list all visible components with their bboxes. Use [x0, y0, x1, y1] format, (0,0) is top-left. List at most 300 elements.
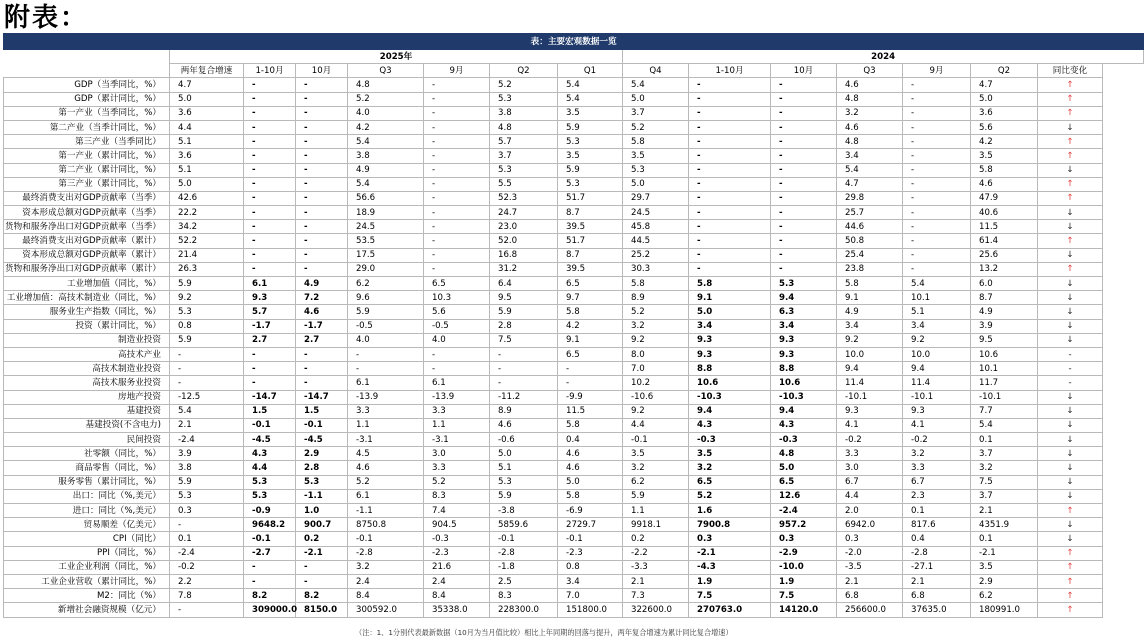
- table-cell: 10.0: [837, 347, 903, 361]
- table-cell: -2.2: [623, 546, 689, 560]
- table-cell: 6.0: [971, 277, 1038, 291]
- table-cell: 3.6: [971, 106, 1038, 120]
- down-arrow-icon: ↓: [1038, 206, 1103, 220]
- down-arrow-icon: ↓: [1038, 475, 1103, 489]
- table-cell: -: [296, 206, 348, 220]
- table-cell: -: [424, 163, 490, 177]
- table-cell: 9.4: [771, 404, 837, 418]
- table-cell: 9.1: [689, 291, 771, 305]
- table-cell: 5.4: [837, 163, 903, 177]
- table-row: [4, 262, 1144, 276]
- table-cell: -2.1: [689, 546, 771, 560]
- column-header: 1-10月: [244, 64, 296, 78]
- table-cell: -3.5: [837, 560, 903, 574]
- table-row: [4, 418, 1144, 432]
- table-cell: -3.8: [490, 504, 558, 518]
- down-arrow-icon: ↓: [1038, 333, 1103, 347]
- table-cell: -: [296, 163, 348, 177]
- table-cell: 2729.7: [558, 518, 623, 532]
- table-cell: -: [771, 106, 837, 120]
- table-cell: 2.2: [170, 574, 244, 588]
- table-cell: -: [689, 120, 771, 134]
- row-label: CPI（同比）: [4, 532, 170, 546]
- table-cell: -2.8: [490, 546, 558, 560]
- table-cell: -: [903, 92, 971, 106]
- table-cell: -: [689, 106, 771, 120]
- table-row: [4, 433, 1144, 447]
- table-cell: -2.8: [348, 546, 424, 560]
- table-cell: 5.4: [348, 135, 424, 149]
- table-row: [4, 333, 1144, 347]
- table-cell: 6.2: [623, 475, 689, 489]
- table-cell: 8.9: [490, 404, 558, 418]
- table-cell: -2.0: [837, 546, 903, 560]
- macro-data-table: [3, 33, 1144, 618]
- table-row: [4, 475, 1144, 489]
- table-cell: 4351.9: [971, 518, 1038, 532]
- table-cell: -14.7: [244, 390, 296, 404]
- table-cell: 4.6: [558, 447, 623, 461]
- table-cell: 7.0: [623, 362, 689, 376]
- table-cell: 322600.0: [623, 603, 689, 617]
- table-cell: 30.3: [623, 262, 689, 276]
- row-label: 贸易顺差（亿美元）: [4, 518, 170, 532]
- table-cell: 5.3: [244, 475, 296, 489]
- row-label: 第三产业（累计同比，%）: [4, 177, 170, 191]
- table-cell: -0.6: [490, 433, 558, 447]
- down-arrow-icon: ↓: [1038, 319, 1103, 333]
- table-cell: 3.7: [623, 106, 689, 120]
- table-cell: -: [689, 92, 771, 106]
- table-cell: 8.7: [971, 291, 1038, 305]
- table-cell: 25.4: [837, 248, 903, 262]
- up-arrow-icon: ↑: [1038, 574, 1103, 588]
- table-cell: -10.0: [771, 560, 837, 574]
- table-cell: 5.8: [837, 277, 903, 291]
- up-arrow-icon: ↑: [1038, 135, 1103, 149]
- up-arrow-icon: ↑: [1038, 78, 1103, 92]
- row-label: 新增社会融资规模（亿元）: [4, 603, 170, 617]
- table-cell: 7.5: [771, 589, 837, 603]
- table-cell: 25.7: [837, 206, 903, 220]
- table-cell: -10.3: [771, 390, 837, 404]
- table-cell: -: [689, 191, 771, 205]
- table-cell: 5.2: [689, 489, 771, 503]
- table-cell: 5.8: [689, 277, 771, 291]
- table-cell: -: [244, 135, 296, 149]
- table-cell: -: [490, 362, 558, 376]
- table-cell: -0.5: [348, 319, 424, 333]
- table-cell: -13.9: [348, 390, 424, 404]
- table-row: [4, 560, 1144, 574]
- table-cell: -: [296, 262, 348, 276]
- table-cell: 50.8: [837, 234, 903, 248]
- down-arrow-icon: ↓: [1038, 418, 1103, 432]
- row-label: 第三产业（当季同比）: [4, 135, 170, 149]
- table-cell: 6.5: [689, 475, 771, 489]
- table-cell: -: [424, 177, 490, 191]
- table-cell: -: [244, 560, 296, 574]
- table-cell: 2.8: [296, 461, 348, 475]
- table-cell: 31.2: [490, 262, 558, 276]
- table-cell: -4.5: [244, 433, 296, 447]
- table-cell: -: [244, 149, 296, 163]
- table-cell: -: [296, 177, 348, 191]
- table-cell: 8.3: [424, 489, 490, 503]
- table-cell: 5.0: [771, 461, 837, 475]
- table-cell: -1.8: [490, 560, 558, 574]
- table-cell: 10.6: [971, 347, 1038, 361]
- table-cell: 3.3: [837, 447, 903, 461]
- table-cell: 5.3: [490, 163, 558, 177]
- table-cell: -1.1: [348, 504, 424, 518]
- table-cell: 9648.2: [244, 518, 296, 532]
- table-cell: -: [244, 177, 296, 191]
- table-cell: 44.6: [837, 220, 903, 234]
- table-cell: 9918.1: [623, 518, 689, 532]
- table-cell: 10.1: [903, 291, 971, 305]
- table-cell: 1.0: [296, 504, 348, 518]
- table-cell: 11.4: [903, 376, 971, 390]
- table-cell: -3.1: [424, 433, 490, 447]
- table-cell: 7.5: [490, 333, 558, 347]
- table-cell: -: [771, 149, 837, 163]
- table-cell: -: [771, 206, 837, 220]
- table-cell: 1.5: [296, 404, 348, 418]
- table-cell: 25.6: [971, 248, 1038, 262]
- table-cell: 4.9: [837, 305, 903, 319]
- row-label: 第一产业（当季同比，%）: [4, 106, 170, 120]
- table-cell: 61.4: [971, 234, 1038, 248]
- table-cell: 9.1: [837, 291, 903, 305]
- table-cell: 5.9: [558, 120, 623, 134]
- table-cell: -0.1: [296, 418, 348, 432]
- table-cell: 5.3: [170, 305, 244, 319]
- table-cell: 10.6: [771, 376, 837, 390]
- table-cell: -: [558, 362, 623, 376]
- table-row: [4, 220, 1144, 234]
- table-cell: -11.2: [490, 390, 558, 404]
- table-cell: 4.6: [348, 461, 424, 475]
- row-label: 进口：同比（%,美元）: [4, 504, 170, 518]
- table-cell: -: [424, 191, 490, 205]
- table-cell: 11.5: [971, 220, 1038, 234]
- table-cell: 8.9: [623, 291, 689, 305]
- table-cell: 24.7: [490, 206, 558, 220]
- table-cell: 10.3: [424, 291, 490, 305]
- table-row: [4, 489, 1144, 503]
- table-cell: -: [424, 234, 490, 248]
- table-cell: 5.2: [623, 120, 689, 134]
- table-cell: -: [296, 248, 348, 262]
- table-cell: -0.2: [837, 433, 903, 447]
- table-cell: 5.3: [623, 163, 689, 177]
- table-cell: -: [424, 362, 490, 376]
- table-cell: 3.2: [689, 461, 771, 475]
- row-label: 资本形成总额对GDP贡献率（当季）: [4, 206, 170, 220]
- table-cell: 0.4: [903, 532, 971, 546]
- table-cell: -: [244, 347, 296, 361]
- table-cell: -: [771, 120, 837, 134]
- table-cell: 8.7: [558, 248, 623, 262]
- table-cell: -: [903, 149, 971, 163]
- table-cell: 2.9: [971, 574, 1038, 588]
- table-cell: 0.2: [623, 532, 689, 546]
- table-cell: -0.1: [244, 418, 296, 432]
- table-cell: 0.1: [971, 433, 1038, 447]
- table-cell: 51.7: [558, 234, 623, 248]
- table-cell: -: [296, 220, 348, 234]
- table-cell: 5.0: [558, 475, 623, 489]
- table-cell: -: [903, 234, 971, 248]
- table-cell: 1.9: [771, 574, 837, 588]
- table-cell: 3.4: [558, 574, 623, 588]
- table-cell: 6.2: [971, 589, 1038, 603]
- table-cell: 5.2: [490, 78, 558, 92]
- table-cell: 4.8: [837, 135, 903, 149]
- table-cell: 4.9: [971, 305, 1038, 319]
- table-cell: 5.9: [348, 305, 424, 319]
- table-cell: 7.3: [623, 589, 689, 603]
- row-label: 工业企业利润（同比，%）: [4, 560, 170, 574]
- table-cell: -: [296, 120, 348, 134]
- table-cell: -: [244, 106, 296, 120]
- table-cell: 5.4: [170, 404, 244, 418]
- table-cell: -: [424, 206, 490, 220]
- table-cell: -: [771, 177, 837, 191]
- column-header: 同比变化: [1038, 64, 1103, 78]
- table-cell: 14120.0: [771, 603, 837, 617]
- table-cell: 2.1: [623, 574, 689, 588]
- table-cell: 4.4: [837, 489, 903, 503]
- table-cell: -: [244, 120, 296, 134]
- table-cell: -0.9: [244, 504, 296, 518]
- table-cell: 9.3: [903, 404, 971, 418]
- table-cell: -: [244, 191, 296, 205]
- table-cell: 26.3: [170, 262, 244, 276]
- table-row: [4, 291, 1144, 305]
- table-cell: -: [424, 248, 490, 262]
- table-cell: 3.2: [623, 319, 689, 333]
- table-cell: 5.9: [170, 333, 244, 347]
- down-arrow-icon: ↓: [1038, 248, 1103, 262]
- up-arrow-icon: ↑: [1038, 262, 1103, 276]
- table-row: [4, 546, 1144, 560]
- table-cell: 0.2: [296, 532, 348, 546]
- table-cell: 5.8: [971, 163, 1038, 177]
- table-cell: -2.8: [903, 546, 971, 560]
- down-arrow-icon: ↓: [1038, 489, 1103, 503]
- table-cell: -: [244, 163, 296, 177]
- table-row: [4, 461, 1144, 475]
- column-header: 9月: [903, 64, 971, 78]
- table-cell: -: [903, 135, 971, 149]
- table-cell: -4.3: [689, 560, 771, 574]
- table-cell: -: [771, 191, 837, 205]
- table-cell: 5.4: [558, 78, 623, 92]
- table-cell: 7.2: [296, 291, 348, 305]
- row-label: 高技术制造业投资: [4, 362, 170, 376]
- table-cell: -: [296, 376, 348, 390]
- table-cell: -: [348, 362, 424, 376]
- table-cell: 7.5: [971, 475, 1038, 489]
- table-cell: 8.8: [689, 362, 771, 376]
- table-cell: -2.9: [771, 546, 837, 560]
- table-cell: 7.4: [424, 504, 490, 518]
- table-cell: 5.3: [490, 475, 558, 489]
- table-cell: 2.7: [296, 333, 348, 347]
- table-cell: 10.2: [623, 376, 689, 390]
- table-cell: 23.8: [837, 262, 903, 276]
- table-cell: 6.1: [348, 489, 424, 503]
- table-cell: 4.7: [971, 78, 1038, 92]
- table-row: [4, 78, 1144, 92]
- table-cell: 5.2: [623, 305, 689, 319]
- table-cell: 4.3: [244, 447, 296, 461]
- table-cell: 6.2: [348, 277, 424, 291]
- table-cell: 8.4: [348, 589, 424, 603]
- table-cell: -: [170, 376, 244, 390]
- table-cell: 4.6: [971, 177, 1038, 191]
- table-cell: -: [424, 78, 490, 92]
- table-row: [4, 206, 1144, 220]
- row-label: 基建投资(不含电力): [4, 418, 170, 432]
- table-cell: 3.7: [971, 447, 1038, 461]
- table-cell: -0.1: [490, 532, 558, 546]
- table-cell: 3.5: [623, 447, 689, 461]
- down-arrow-icon: ↓: [1038, 120, 1103, 134]
- table-cell: -2.3: [558, 546, 623, 560]
- down-arrow-icon: ↓: [1038, 390, 1103, 404]
- table-cell: 0.1: [903, 504, 971, 518]
- row-label: GDP（累计同比，%）: [4, 92, 170, 106]
- table-cell: 4.9: [296, 277, 348, 291]
- table-cell: -: [296, 191, 348, 205]
- table-cell: 4.9: [348, 163, 424, 177]
- table-cell: -: [689, 220, 771, 234]
- table-cell: 2.8: [490, 319, 558, 333]
- table-cell: 3.5: [689, 447, 771, 461]
- table-cell: -: [424, 149, 490, 163]
- table-cell: -2.4: [771, 504, 837, 518]
- table-cell: 9.2: [623, 404, 689, 418]
- table-cell: 53.5: [348, 234, 424, 248]
- table-cell: -: [490, 347, 558, 361]
- table-cell: -: [903, 163, 971, 177]
- table-cell: -: [424, 120, 490, 134]
- table-cell: 4.2: [558, 319, 623, 333]
- table-cell: 9.4: [903, 362, 971, 376]
- table-cell: 957.2: [771, 518, 837, 532]
- table-cell: 17.5: [348, 248, 424, 262]
- up-arrow-icon: ↑: [1038, 92, 1103, 106]
- table-cell: -: [689, 177, 771, 191]
- table-cell: 5.0: [689, 305, 771, 319]
- column-header: Q3: [837, 64, 903, 78]
- table-cell: 13.2: [971, 262, 1038, 276]
- table-cell: 18.9: [348, 206, 424, 220]
- table-cell: 5.8: [558, 305, 623, 319]
- table-cell: 11.7: [971, 376, 1038, 390]
- table-cell: 4.0: [424, 333, 490, 347]
- table-cell: 6.5: [558, 347, 623, 361]
- column-header: 9月: [424, 64, 490, 78]
- row-label: 工业增加值：高技术制造业（同比，%）: [4, 291, 170, 305]
- table-cell: 5.8: [623, 135, 689, 149]
- column-header: 两年复合增速: [170, 64, 244, 78]
- table-cell: -: [903, 78, 971, 92]
- table-cell: 10.1: [971, 362, 1038, 376]
- table-cell: -9.9: [558, 390, 623, 404]
- table-cell: 10.0: [903, 347, 971, 361]
- table-cell: 4.1: [837, 418, 903, 432]
- row-label: 最终消费支出对GDP贡献率（当季）: [4, 191, 170, 205]
- table-cell: -: [296, 149, 348, 163]
- table-cell: 52.3: [490, 191, 558, 205]
- table-cell: -: [244, 78, 296, 92]
- table-cell: 8.0: [623, 347, 689, 361]
- table-cell: -: [244, 376, 296, 390]
- table-cell: 2.3: [903, 489, 971, 503]
- table-row: [4, 106, 1144, 120]
- table-cell: 5.0: [170, 92, 244, 106]
- table-cell: 4.6: [558, 461, 623, 475]
- table-cell: 0.8: [558, 560, 623, 574]
- table-cell: 4.6: [490, 418, 558, 432]
- table-cell: -: [244, 92, 296, 106]
- table-cell: 0.3: [837, 532, 903, 546]
- table-cell: 2.1: [837, 574, 903, 588]
- row-label: 资本形成总额对GDP贡献率（累计）: [4, 248, 170, 262]
- table-cell: -0.1: [348, 532, 424, 546]
- table-cell: 5.1: [170, 135, 244, 149]
- table-cell: 35338.0: [424, 603, 490, 617]
- table-cell: 5.2: [348, 92, 424, 106]
- table-cell: -: [903, 106, 971, 120]
- table-cell: 8150.0: [296, 603, 348, 617]
- table-cell: 2.1: [971, 504, 1038, 518]
- table-cell: 5.0: [623, 177, 689, 191]
- table-cell: -1.7: [244, 319, 296, 333]
- row-label: 民间投资: [4, 433, 170, 447]
- year-2024-header: 2024: [623, 50, 1144, 64]
- table-cell: 2.7: [244, 333, 296, 347]
- table-cell: -: [424, 262, 490, 276]
- table-cell: 4.8: [837, 92, 903, 106]
- table-cell: 24.5: [623, 206, 689, 220]
- table-cell: 9.1: [558, 333, 623, 347]
- table-cell: -: [244, 362, 296, 376]
- table-cell: 5.9: [623, 489, 689, 503]
- table-cell: 5.8: [558, 418, 623, 432]
- down-arrow-icon: ↓: [1038, 447, 1103, 461]
- table-cell: -: [170, 518, 244, 532]
- down-arrow-icon: ↓: [1038, 291, 1103, 305]
- column-header: Q2: [971, 64, 1038, 78]
- table-cell: 42.6: [170, 191, 244, 205]
- table-cell: 6.7: [837, 475, 903, 489]
- table-row: [4, 163, 1144, 177]
- table-cell: 9.5: [971, 333, 1038, 347]
- table-cell: -6.9: [558, 504, 623, 518]
- table-cell: -0.1: [558, 532, 623, 546]
- table-cell: 1.1: [348, 418, 424, 432]
- table-cell: -: [424, 135, 490, 149]
- column-header: Q1: [558, 64, 623, 78]
- row-label: M2：同比（%）: [4, 589, 170, 603]
- table-cell: -: [348, 347, 424, 361]
- table-cell: -: [771, 78, 837, 92]
